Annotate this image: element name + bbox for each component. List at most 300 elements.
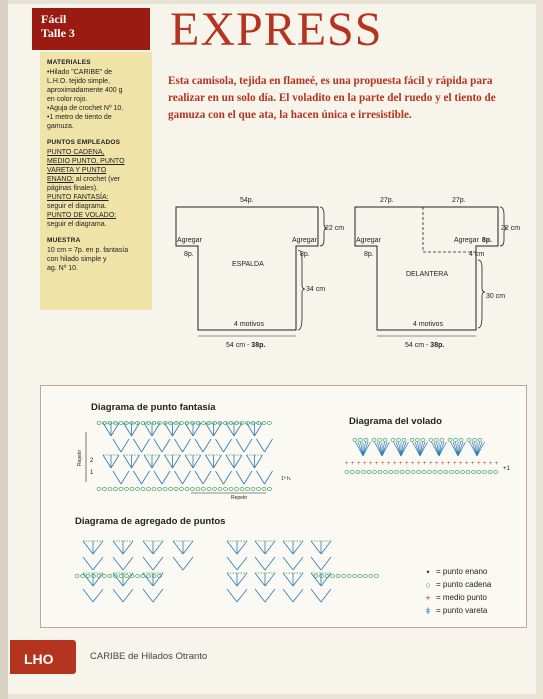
medio-punto-stitch: + — [483, 461, 487, 467]
vareta-stitch — [255, 455, 263, 468]
vareta-stitch — [132, 455, 140, 468]
vareta-stitch — [103, 455, 111, 468]
row-number-2: 2 — [90, 458, 94, 464]
cadena-stitch — [246, 488, 250, 491]
cadena-stitch — [103, 575, 107, 578]
vareta-stitch — [121, 439, 129, 452]
vareta-stitch — [123, 541, 133, 554]
cadena-stitch — [448, 439, 452, 442]
cadena-stitch — [416, 439, 420, 442]
cadena-stitch — [402, 439, 406, 442]
puntos-line-text: seguir el diagrama. — [47, 203, 107, 210]
cadena-stitch — [213, 488, 217, 491]
puntos-heading: PUNTOS EMPLEADOS — [47, 139, 121, 146]
cadena-stitch — [477, 471, 481, 474]
agregado-title: Diagrama de agregado de puntos — [75, 516, 226, 527]
vareta-stitch — [111, 423, 119, 436]
agregado-diagram — [75, 541, 379, 602]
vareta-stitch — [283, 557, 293, 570]
legend-label: = medio punto — [436, 593, 487, 602]
vareta-stitch — [123, 557, 133, 570]
espalda-name: ESPALDA — [232, 261, 264, 268]
vareta-stitch — [236, 471, 244, 484]
muestra-list — [47, 246, 146, 273]
vareta-stitch — [193, 455, 201, 468]
espalda-p-left: 8p. — [184, 251, 194, 258]
vareta-stitch — [396, 442, 401, 456]
stitch-legend — [422, 565, 491, 617]
vareta-stitch — [93, 557, 103, 570]
garment-schematic — [168, 190, 528, 350]
cadena-stitch — [97, 488, 101, 491]
espalda-motivos: 4 motivos — [234, 321, 264, 328]
medio-punto-stitch: + — [381, 461, 385, 467]
vareta-stitch — [237, 557, 247, 570]
cadena-stitch — [369, 575, 373, 578]
cadena-stitch — [163, 488, 167, 491]
puntos-line — [47, 193, 146, 202]
puntos-line — [47, 220, 146, 229]
vareta-stitch — [247, 455, 255, 468]
delantera-top-right: 27p. — [452, 197, 466, 204]
cadena-stitch — [378, 439, 382, 442]
vareta-stitch — [203, 471, 211, 484]
vareta-stitch — [173, 423, 181, 436]
vareta-stitch — [255, 423, 263, 436]
delantera-bottom — [405, 342, 444, 349]
cadena-stitch — [147, 488, 151, 491]
cadena-stitch — [125, 575, 129, 578]
vareta-stitch — [153, 589, 163, 602]
delantera-agregar-right — [454, 237, 492, 244]
vareta-stitch — [265, 471, 273, 484]
cadena-stitch — [433, 471, 437, 474]
medio-punto-stitch: + — [375, 461, 379, 467]
vareta-stitch — [216, 471, 224, 484]
vareta-stitch — [472, 442, 477, 456]
cadena-stitch — [119, 422, 123, 425]
cadena-stitch — [224, 488, 228, 491]
cadena-stitch — [103, 488, 107, 491]
medio-punto-stitch: + — [471, 461, 475, 467]
vareta-stitch — [154, 439, 162, 452]
puntos-line — [47, 166, 146, 175]
vareta-stitch — [237, 573, 247, 586]
page-spine — [0, 0, 8, 699]
vareta-stitch — [143, 541, 153, 554]
cadena-stitch — [362, 471, 366, 474]
vareta-stitch — [121, 471, 129, 484]
vareta-stitch — [311, 541, 321, 554]
sidebar-info — [40, 52, 152, 310]
cadena-stitch — [108, 488, 112, 491]
vareta-stitch — [257, 439, 265, 452]
vareta-stitch — [237, 541, 247, 554]
vareta-stitch — [111, 455, 119, 468]
cadena-stitch — [488, 471, 492, 474]
espalda-bracket-bottom — [298, 250, 305, 330]
cadena-stitch — [454, 439, 458, 442]
cadena-stitch — [473, 439, 477, 442]
medio-punto-stitch: + — [417, 461, 421, 467]
delantera-top-left: 27p. — [380, 197, 394, 204]
cadena-stitch — [314, 575, 318, 578]
medio-punto-stitch: + — [489, 461, 493, 467]
vareta-stitch — [203, 439, 211, 452]
vareta-stitch — [265, 589, 275, 602]
legend-label: = punto vareta — [436, 606, 488, 615]
espalda-outline — [176, 207, 318, 330]
cadena-stitch — [395, 471, 399, 474]
cadena-stitch — [185, 488, 189, 491]
cadena-stitch — [174, 488, 178, 491]
cadena-stitch — [391, 439, 395, 442]
cadena-stitch — [152, 488, 156, 491]
cadena-stitch — [136, 575, 140, 578]
delantera-height-top: 22 cm — [501, 225, 521, 232]
vareta-stitch — [183, 439, 191, 452]
materiales-heading: MATERIALES — [47, 59, 91, 66]
medio-punto-stitch: + — [411, 461, 415, 467]
footer-text: CARIBE de Hilados Otranto — [90, 651, 208, 662]
espalda-bottom-p: 38p. — [251, 342, 266, 349]
legend-item — [422, 565, 491, 578]
vareta-stitch — [311, 573, 321, 586]
vareta-stitch — [255, 589, 265, 602]
cadena-stitch — [268, 422, 272, 425]
cadena-stitch — [119, 488, 123, 491]
vareta-stitch — [265, 557, 275, 570]
vareta-stitch — [214, 423, 222, 436]
medio-punto-stitch: + — [447, 461, 451, 467]
vareta-stitch — [227, 541, 237, 554]
vareta-stitch — [113, 541, 123, 554]
cadena-stitch — [364, 439, 368, 442]
cadena-stitch — [372, 439, 376, 442]
vareta-stitch — [165, 455, 173, 468]
puntos-line — [47, 211, 146, 220]
vareta-stitch — [143, 589, 153, 602]
delantera-height-bottom: 30 cm — [486, 293, 506, 300]
volado-title: Diagrama del volado — [349, 416, 442, 427]
vareta-stitch — [321, 557, 331, 570]
espalda-agregar-right: Agregar — [292, 237, 317, 244]
vareta-stitch — [124, 423, 132, 436]
cadena-stitch — [358, 575, 362, 578]
vareta-stitch — [103, 423, 111, 436]
muestra-heading: MUESTRA — [47, 237, 81, 244]
cadena-stitch — [384, 471, 388, 474]
puntos-line-text: PUNTO CADENA, — [47, 149, 105, 156]
medio-punto-stitch: + — [357, 461, 361, 467]
vareta-stitch — [255, 541, 265, 554]
legend-symbol-icon: • — [426, 566, 430, 577]
cadena-stitch — [351, 471, 355, 474]
cadena-stitch — [257, 488, 261, 491]
vareta-stitch — [83, 557, 93, 570]
vareta-stitch — [153, 541, 163, 554]
legend-symbol-icon: + — [425, 592, 431, 603]
vareta-stitch — [206, 455, 214, 468]
medio-punto-stitch: + — [423, 461, 427, 467]
cadena-stitch — [356, 471, 360, 474]
vareta-stitch — [113, 557, 123, 570]
repetir-vertical: Repetir — [77, 449, 83, 466]
puntos-line — [47, 157, 146, 166]
medio-punto-stitch: + — [441, 461, 445, 467]
vareta-stitch — [113, 471, 121, 484]
vareta-stitch — [134, 439, 142, 452]
vareta-stitch — [265, 439, 273, 452]
vareta-stitch — [113, 439, 121, 452]
cadena-stitch — [158, 488, 162, 491]
vareta-stitch — [183, 541, 193, 554]
vareta-stitch — [185, 455, 193, 468]
cadena-stitch — [347, 575, 351, 578]
vareta-stitch — [142, 471, 150, 484]
materiales-line: •Hilado "CARIBE" de — [47, 69, 113, 76]
cadena-stitch — [251, 488, 255, 491]
medio-punto-stitch: + — [453, 461, 457, 467]
vareta-stitch — [237, 589, 247, 602]
cadena-stitch — [240, 488, 244, 491]
cadena-stitch — [353, 439, 357, 442]
medio-punto-stitch: + — [399, 461, 403, 467]
vareta-stitch — [123, 589, 133, 602]
vareta-stitch — [165, 423, 173, 436]
volado-diagram — [345, 439, 499, 474]
cadena-stitch — [466, 471, 470, 474]
puntos-line-text: VARETA Y PUNTO — [47, 167, 107, 174]
cadena-stitch — [75, 575, 79, 578]
intro-paragraph: Esta camisola, tejida en flameé, es una propuesta fácil y rápida para realizar en un solo día. El voladito en la parte del ruedo y el tiento de gamuza con el que ata, la hacen única e irresistible. — [168, 75, 496, 121]
vareta-stitch — [453, 442, 458, 456]
lho-logo: LHO — [10, 640, 76, 674]
cadena-stitch — [136, 488, 140, 491]
cadena-stitch — [207, 488, 211, 491]
espalda-bottom-cm: 54 cm - — [226, 342, 252, 349]
delantera-bottom-cm: 54 cm - — [405, 342, 431, 349]
medio-punto-stitch: + — [369, 461, 373, 467]
cadena-stitch — [450, 471, 454, 474]
vareta-stitch — [153, 557, 163, 570]
legend-symbol-icon: ǂ — [425, 605, 431, 616]
muestra-line: con hilado simple y — [47, 256, 107, 263]
cadena-stitch — [119, 575, 123, 578]
cadena-stitch — [455, 471, 459, 474]
vareta-stitch — [216, 439, 224, 452]
delantera-outline — [355, 207, 498, 330]
delantera-neck-height: 4 cm — [469, 251, 485, 258]
cadena-stitch — [440, 439, 444, 442]
medio-punto-stitch: + — [429, 461, 433, 467]
vareta-stitch — [321, 589, 331, 602]
cadena-stitch — [196, 488, 200, 491]
medio-punto-stitch: + — [405, 461, 409, 467]
puntos-line-text: PUNTO DE VOLADO: — [47, 212, 117, 219]
cadena-stitch — [397, 439, 401, 442]
vareta-stitch — [255, 557, 265, 570]
cadena-stitch — [229, 488, 233, 491]
legend-label: = punto cadena — [436, 580, 492, 589]
cadena-stitch — [375, 575, 379, 578]
vareta-stitch — [227, 589, 237, 602]
cadena-stitch — [345, 471, 349, 474]
cadena-stitch — [81, 575, 85, 578]
vareta-stitch — [214, 455, 222, 468]
vareta-stitch — [124, 455, 132, 468]
vareta-stitch — [93, 541, 103, 554]
vareta-stitch — [206, 423, 214, 436]
materiales-line: •Aguja de crochet Nº 10. — [47, 105, 124, 112]
vareta-stitch — [183, 557, 193, 570]
vareta-stitch — [83, 541, 93, 554]
vareta-stitch — [434, 442, 439, 456]
cadena-stitch — [417, 471, 421, 474]
puntos-line-text: MEDIO PUNTO, PUNTO — [47, 158, 125, 165]
cadena-stitch — [130, 488, 134, 491]
puntos-line — [47, 202, 146, 211]
vareta-stitch — [244, 471, 252, 484]
cadena-stitch — [336, 575, 340, 578]
cadena-stitch — [235, 488, 239, 491]
cadena-stitch — [439, 471, 443, 474]
espalda-bottom — [226, 342, 265, 349]
cadena-stitch — [180, 488, 184, 491]
puntos-line — [47, 148, 146, 157]
volado-plus-1: +1 — [503, 466, 510, 472]
puntos-line — [47, 184, 146, 193]
vareta-stitch — [234, 455, 242, 468]
cadena-stitch — [406, 471, 410, 474]
legend-symbol-icon: ○ — [425, 579, 431, 590]
cadena-stitch — [421, 439, 425, 442]
materiales-line: •1 metro de tiento de — [47, 114, 112, 121]
vareta-stitch — [293, 557, 303, 570]
cadena-stitch — [461, 471, 465, 474]
vareta-stitch — [83, 589, 93, 602]
cadena-stitch — [364, 575, 368, 578]
vareta-stitch — [195, 439, 203, 452]
vareta-stitch — [293, 573, 303, 586]
espalda-height-top: 22 cm — [325, 225, 345, 232]
diagrams-box — [40, 385, 527, 628]
vareta-stitch — [311, 589, 321, 602]
cadena-stitch — [389, 471, 393, 474]
vareta-stitch — [244, 439, 252, 452]
vareta-stitch — [195, 471, 203, 484]
row-number-1: 1 — [90, 470, 94, 476]
cadena-stitch — [378, 471, 382, 474]
vareta-stitch — [283, 573, 293, 586]
vareta-stitch — [283, 589, 293, 602]
espalda-height-bottom: 34 cm — [306, 286, 326, 293]
cadena-stitch — [114, 488, 118, 491]
vareta-stitch — [226, 423, 234, 436]
vareta-stitch — [173, 557, 183, 570]
vareta-stitch — [162, 471, 170, 484]
vareta-stitch — [226, 455, 234, 468]
vareta-stitch — [265, 573, 275, 586]
cadena-stitch — [373, 471, 377, 474]
vareta-stitch — [113, 589, 123, 602]
vareta-stitch — [247, 423, 255, 436]
legend-label: = punto enano — [436, 567, 488, 576]
medio-punto-stitch: + — [435, 461, 439, 467]
delantera-neckline — [423, 207, 476, 252]
vareta-stitch — [227, 557, 237, 570]
vareta-stitch — [185, 423, 193, 436]
vareta-stitch — [162, 439, 170, 452]
vareta-stitch — [175, 439, 183, 452]
difficulty-label: Fácil — [41, 12, 67, 26]
delantera-motivos: 4 motivos — [413, 321, 443, 328]
medio-punto-stitch: + — [387, 461, 391, 467]
vareta-stitch — [183, 471, 191, 484]
vareta-stitch — [415, 442, 420, 456]
cadena-stitch — [435, 439, 439, 442]
medio-punto-stitch: + — [465, 461, 469, 467]
vareta-stitch — [227, 573, 237, 586]
cadena-stitch — [359, 439, 363, 442]
cadena-stitch — [202, 488, 206, 491]
cadena-stitch — [141, 575, 145, 578]
cadena-stitch — [422, 471, 426, 474]
vareta-stitch — [173, 541, 183, 554]
vareta-stitch — [132, 423, 140, 436]
medio-punto-stitch: + — [393, 461, 397, 467]
materiales-line: en color rojo. — [47, 96, 88, 103]
vareta-stitch — [152, 423, 160, 436]
vareta-stitch — [173, 455, 181, 468]
cadena-stitch — [483, 471, 487, 474]
vareta-stitch — [144, 423, 152, 436]
cadena-stitch — [429, 439, 433, 442]
cadena-stitch — [353, 575, 357, 578]
cadena-stitch — [411, 471, 415, 474]
cadena-stitch — [410, 439, 414, 442]
cadena-stitch — [428, 471, 432, 474]
cadena-stitch — [92, 575, 96, 578]
cadena-stitch — [400, 471, 404, 474]
difficulty-tag — [32, 8, 150, 50]
first-row-label: 1ª h. — [281, 476, 292, 482]
delantera-agregar-right-word: Agregar — [454, 237, 479, 244]
cadena-stitch — [262, 422, 266, 425]
vareta-stitch — [283, 541, 293, 554]
vareta-stitch — [93, 589, 103, 602]
puntos-line-text: páginas finales). — [47, 185, 98, 192]
cadena-stitch — [86, 575, 90, 578]
puntos-list — [47, 148, 146, 229]
vareta-stitch — [265, 541, 275, 554]
vareta-stitch — [234, 423, 242, 436]
muestra-line: ag. Nº 10. — [47, 265, 78, 272]
cadena-stitch — [478, 439, 482, 442]
materiales-list — [47, 68, 146, 131]
delantera-name: DELANTERA — [406, 271, 449, 278]
espalda-agregar-left: Agregar — [177, 237, 202, 244]
cadena-stitch — [320, 575, 324, 578]
vareta-stitch — [255, 573, 265, 586]
cadena-stitch — [494, 471, 498, 474]
cadena-stitch — [141, 488, 145, 491]
cadena-stitch — [147, 575, 151, 578]
puntos-line-text: seguir el diagrama. — [47, 221, 107, 228]
vareta-stitch — [142, 439, 150, 452]
cadena-stitch — [383, 439, 387, 442]
cadena-stitch — [97, 422, 101, 425]
